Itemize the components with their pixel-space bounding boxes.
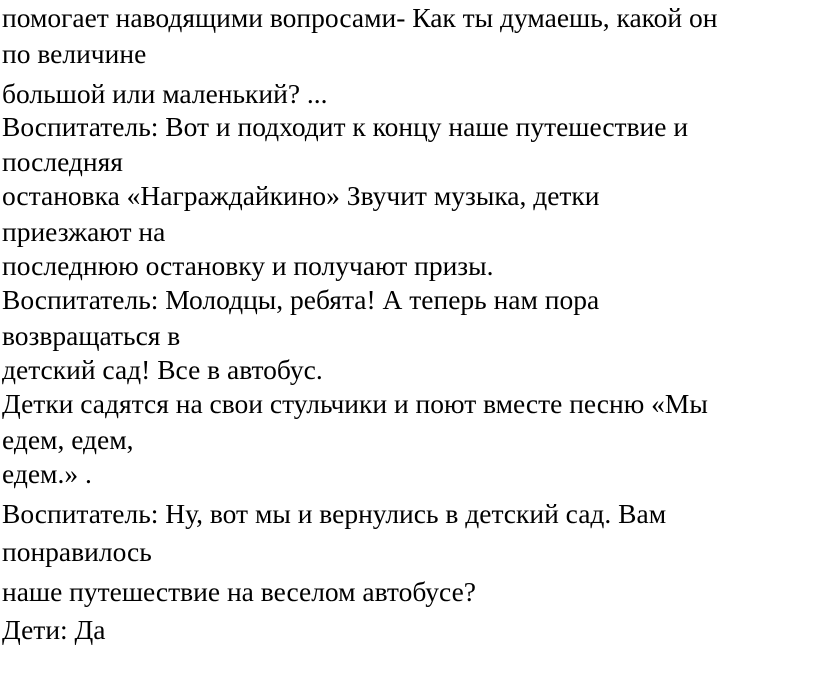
text-line: помогает наводящими вопросами- Как ты думаешь, какой он [2,2,718,33]
text-line: приезжают на [2,216,166,247]
text-line: возвращаться в [2,320,181,351]
text-line: остановка «Награждайкино» Звучит музыка, детки [2,180,600,211]
text-line: наше путешествие на веселом автобусе? [2,576,476,607]
text-line: детский сад! Все в автобус. [2,354,323,385]
text-line: Дети: Да [2,614,106,645]
text-line: последнюю остановку и получают призы. [2,250,494,281]
text-line: последняя [2,146,123,177]
text-line: Детки садятся на свои стульчики и поют вместе песню «Мы [2,388,708,419]
text-line: понравилось [2,536,152,567]
text-line: по величине [2,38,147,69]
text-line: Воспитатель: Ну, вот мы и вернулись в детский сад. Вам [2,498,667,529]
text-line: едем.» . [2,458,92,489]
text-line: едем, едем, [2,424,134,455]
text-line: большой или маленький? ... [2,78,328,109]
text-line: Воспитатель: Молодцы, ребята! А теперь нам пора [2,284,600,315]
text-line: Воспитатель: Вот и подходит к концу наше путешествие и [2,111,689,142]
